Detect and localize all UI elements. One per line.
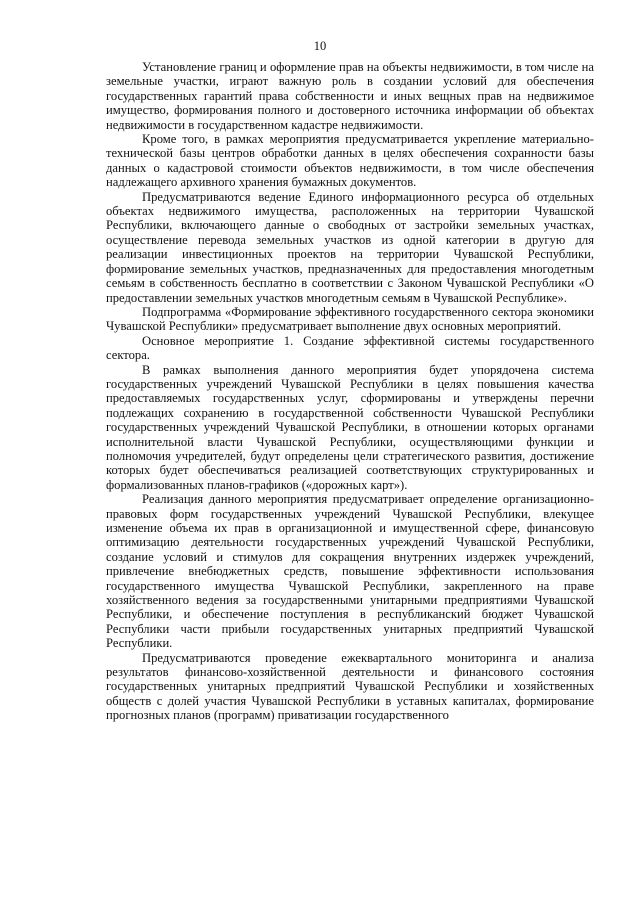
document-body <box>106 60 594 723</box>
paragraph-main-activity-1: Основное мероприятие 1. Создание эффективной системы государственного сектора. <box>106 333 594 363</box>
paragraph-institutions: В рамках выполнения данного мероприятия будет упорядочена система государственных учреждений Чувашской Республики в целях повышения качества предоставляемых государственных услуг, сформированы и утверждены перечни подлежащих сохранению в государственной собственности Чувашской Республики государственных учреждений Чувашской Республики, в отношении которых органами исполнительной власти Чувашской Республики, осуществляющими функции и полномочия учредителей, будут определены цели стратегического развития, достижение которых будет обеспечиваться реализацией соответствующих структурированных и формализованных планов-графиков («дорожных карт»). <box>106 362 594 492</box>
page-number: 10 <box>313 39 327 53</box>
paragraph-info-resource: Предусматриваются ведение Единого информационного ресурса об отдельных объектах недвижимого имущества, расположенных на территории Чувашской Республики, включающего данные о свободных от застройки земельных участках, осуществление перевода земельных участков из одной категории в другую для реализации инвестиционных проектов на территории Чувашской Республики, формирование земельных участков, предназначенных для предоставления многодетным семьям в собственность бесплатно в соответствии с Законом Чувашской Республики «О предоставлении земельных участков многодетным семьям в Чувашской Республике». <box>106 189 594 305</box>
paragraph-data-centers: Кроме того, в рамках мероприятия предусматривается укрепление материально-технической базы центров обработки данных в целях обеспечения сохранности базы данных о кадастровой стоимости объектов недвижимости, в том числе обеспечения надлежащего архивного хранения бумажных документов. <box>106 132 594 190</box>
paragraph-land-rights: Установление границ и оформление прав на объекты недвижимости, в том числе на земельные участки, играют важную роль в создании условий для обеспечения государственных гарантий права собственности и иных вещных прав на недвижимое имущество, формирования полного и достоверного источника информации об объектах недвижимости в государственном кадастре недвижимости. <box>106 60 594 132</box>
paragraph-subprogram: Подпрограмма «Формирование эффективного государственного сектора экономики Чувашской Республики» предусматривает выполнение двух основных мероприятий. <box>106 304 594 334</box>
paragraph-monitoring: Предусматриваются проведение ежеквартального мониторинга и анализа результатов финансово-хозяйственной деятельности и финансового состояния государственных унитарных предприятий Чувашской Республики и хозяйственных обществ с долей участия Чувашской Республики в уставных капиталах, формирование прогнозных планов (программ) приватизации государственного <box>106 650 594 723</box>
paragraph-implementation: Реализация данного мероприятия предусматривает определение организационно-правовых форм государственных учреждений Чувашской Республики, влекущее изменение объема их прав в организационной и имущественной сфере, финансовую оптимизацию деятельности государственных учреждений Чувашской Республики, создание условий и стимулов для сокращения внутренних издержек учреждений, привлечение внебюджетных средств, повышение эффективности использования государственного имущества Чувашской Республики, закрепленного на праве хозяйственного ведения за государственными унитарными предприятиями Чувашской Республики, и обеспечение поступления в республиканский бюджет Чувашской Республики части прибыли государственных унитарных предприятий Чувашской Республики. <box>106 492 594 651</box>
